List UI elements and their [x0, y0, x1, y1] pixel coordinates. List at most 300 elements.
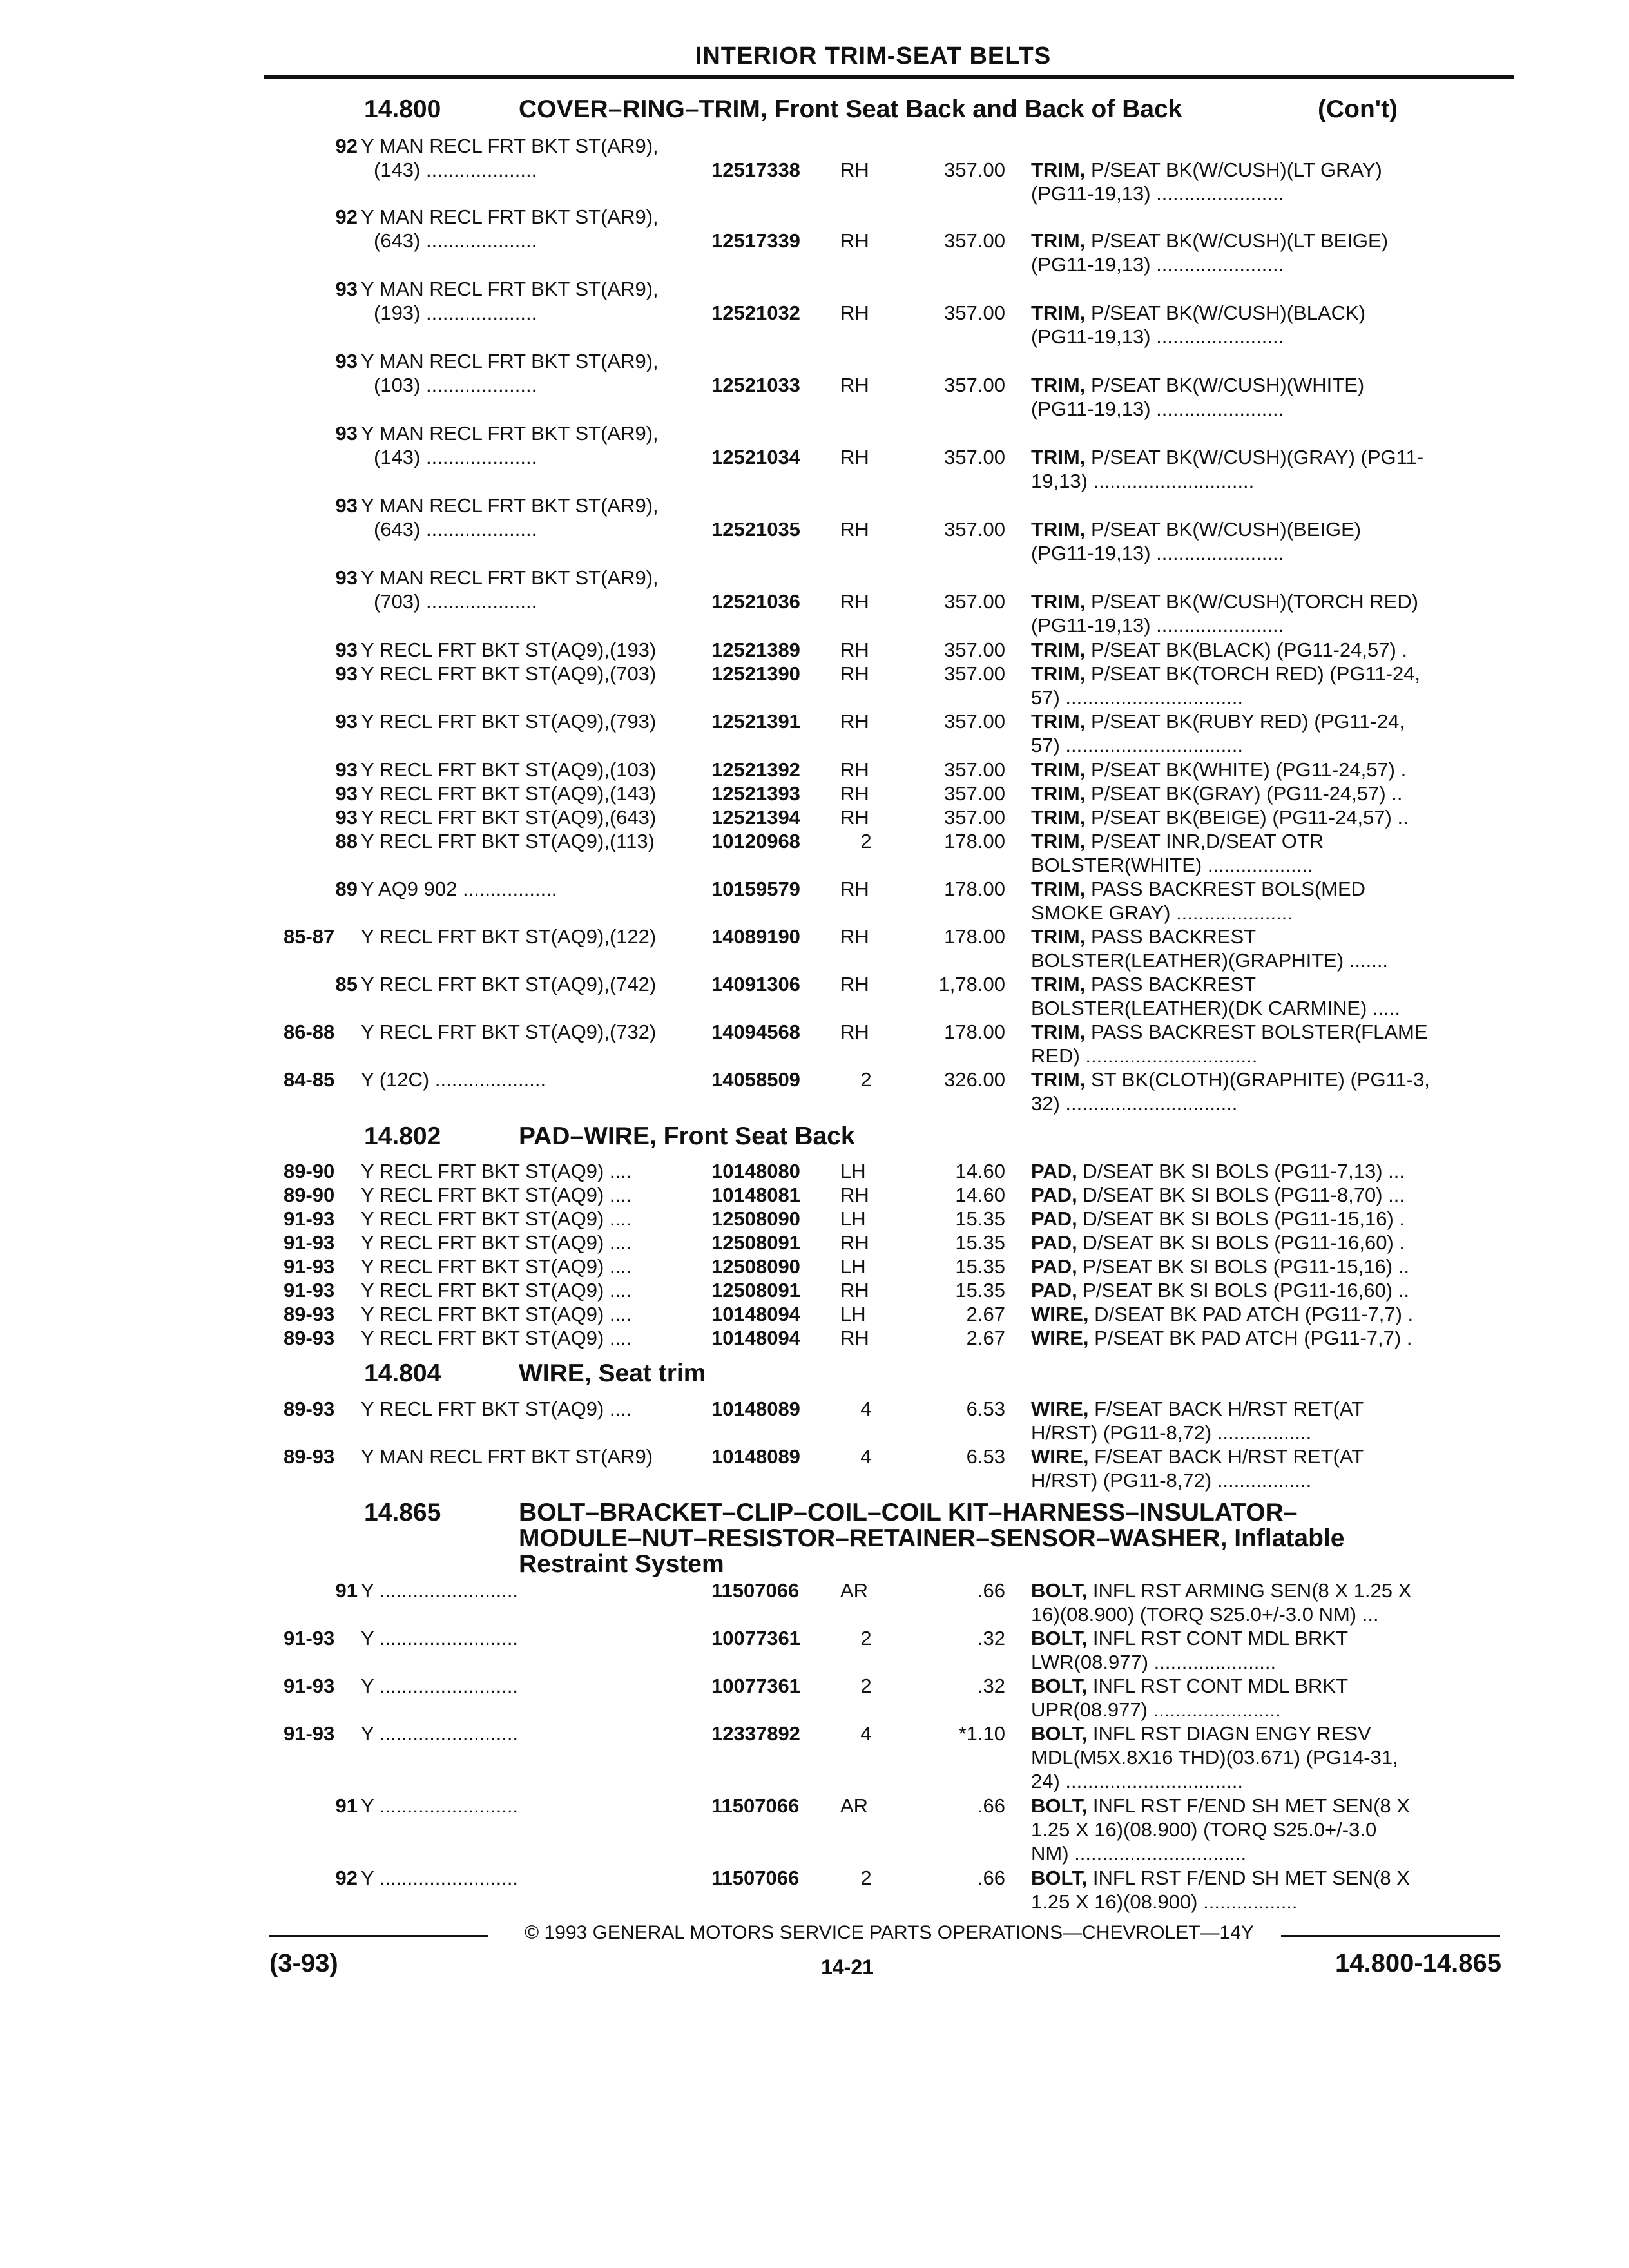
usage-description: [361, 709, 706, 733]
price: .66: [977, 1867, 1005, 1889]
quantity: RH: [840, 1279, 869, 1302]
part-description: [1031, 877, 1501, 925]
usage-description: [361, 1722, 706, 1745]
usage-description: [361, 638, 706, 662]
quantity: RH: [840, 973, 869, 995]
quantity: 2: [860, 1675, 872, 1697]
usage-description-line: Y RECL FRT BKT ST(AQ9),(113): [361, 830, 655, 852]
usage-description: [361, 1068, 706, 1091]
usage-description-line: Y RECL FRT BKT ST(AQ9) ....: [361, 1207, 632, 1230]
part-type: WIRE,: [1031, 1445, 1089, 1468]
part-number: 12521391: [711, 710, 800, 733]
quantity: 4: [860, 1445, 872, 1468]
part-detail: F/SEAT BACK H/RST RET(AT H/RST) (PG11-8,72) .................: [1031, 1445, 1364, 1492]
part-description: [1031, 1579, 1501, 1626]
part-type: TRIM,: [1031, 758, 1086, 781]
model-years: 91-93: [284, 1207, 335, 1230]
part-detail: D/SEAT BK PAD ATCH (PG11-7,7) .: [1088, 1303, 1414, 1325]
usage-description-line: Y .........................: [361, 1794, 519, 1817]
quantity: RH: [840, 374, 869, 396]
quantity: RH: [840, 518, 869, 541]
part-detail: P/SEAT BK(W/CUSH)(TORCH RED) (PG11-19,13) .......................: [1031, 590, 1419, 637]
usage-description-line: Y MAN RECL FRT BKT ST(AR9),: [361, 135, 659, 157]
quantity: RH: [840, 925, 869, 948]
part-type: TRIM,: [1031, 159, 1086, 181]
quantity: 2: [860, 1627, 872, 1649]
quantity: LH: [840, 1255, 866, 1278]
part-description: [1031, 1020, 1501, 1068]
usage-description: [361, 829, 706, 853]
usage-description: [361, 1302, 706, 1326]
model-years: 93: [335, 422, 358, 445]
usage-description: [361, 877, 706, 901]
part-number: 11507066: [711, 1794, 800, 1817]
usage-description-line: Y RECL FRT BKT ST(AQ9),(732): [361, 1021, 657, 1043]
price: 357.00: [944, 758, 1005, 781]
model-years: 91-93: [284, 1255, 335, 1278]
model-years: 88: [335, 830, 358, 852]
usage-description-line: Y RECL FRT BKT ST(AQ9) ....: [361, 1398, 632, 1420]
price: 15.35: [955, 1255, 1005, 1278]
part-description: [1031, 1397, 1501, 1445]
part-number: 12521390: [711, 662, 800, 685]
usage-description-line: Y RECL FRT BKT ST(AQ9) ....: [361, 1255, 632, 1278]
usage-description-line: (103) ....................: [374, 374, 537, 396]
quantity: RH: [840, 590, 869, 613]
model-years: 91-93: [284, 1627, 335, 1649]
model-years: 89-93: [284, 1445, 335, 1468]
usage-description: [361, 1794, 706, 1818]
model-years: 93: [335, 350, 358, 372]
part-type: TRIM,: [1031, 925, 1086, 948]
part-detail: ST BK(CLOTH)(GRAPHITE) (PG11-3, 32) ...............................: [1031, 1068, 1430, 1115]
price: .32: [977, 1627, 1005, 1649]
model-years: 93: [335, 758, 358, 781]
model-years: 91-93: [284, 1279, 335, 1302]
part-type: WIRE,: [1031, 1327, 1089, 1349]
part-description: [1031, 1445, 1501, 1492]
usage-description: [361, 205, 706, 253]
part-description: [1031, 373, 1501, 421]
usage-description: [361, 566, 706, 613]
model-years: 93: [335, 278, 358, 300]
quantity: RH: [840, 1184, 869, 1206]
part-type: TRIM,: [1031, 639, 1086, 661]
page-header-title: INTERIOR TRIM-SEAT BELTS: [695, 43, 1052, 70]
model-years: 92: [335, 135, 358, 157]
part-detail: P/SEAT BK PAD ATCH (PG11-7,7) .: [1088, 1327, 1412, 1349]
usage-description: [361, 349, 706, 397]
usage-description-line: (143) ....................: [374, 159, 537, 181]
part-number: 12508090: [711, 1207, 800, 1230]
usage-description-line: Y MAN RECL FRT BKT ST(AR9),: [361, 566, 659, 589]
part-description: [1031, 925, 1501, 972]
usage-description: [361, 782, 706, 805]
part-detail: INFL RST F/END SH MET SEN(8 X 1.25 X 16)(08.900) .................: [1031, 1867, 1410, 1913]
price: 357.00: [944, 518, 1005, 541]
part-detail: PASS BACKREST BOLSTER(LEATHER)(GRAPHITE) .......: [1031, 925, 1389, 972]
part-type: PAD,: [1031, 1231, 1077, 1254]
section-number: 14.800: [364, 95, 441, 123]
part-number: 10148080: [711, 1160, 800, 1182]
part-type: TRIM,: [1031, 518, 1086, 541]
part-description: [1031, 972, 1501, 1020]
part-description: [1031, 1794, 1501, 1865]
part-detail: D/SEAT BK SI BOLS (PG11-8,70) ...: [1077, 1184, 1405, 1206]
part-number: 11507066: [711, 1867, 800, 1889]
price: 357.00: [944, 302, 1005, 324]
usage-description-line: Y RECL FRT BKT ST(AQ9),(793): [361, 710, 657, 733]
quantity: 2: [860, 1867, 872, 1889]
part-type: TRIM,: [1031, 374, 1086, 396]
model-years: 91-93: [284, 1722, 335, 1745]
usage-description-line: Y RECL FRT BKT ST(AQ9),(742): [361, 973, 657, 995]
usage-description: [361, 1020, 706, 1044]
section-title: BOLT–BRACKET–CLIP–COIL–COIL KIT–HARNESS–INSULATOR– MODULE–NUT–RESISTOR–RETAINER–SENSOR–WASHER, Inflatable Restraint System: [519, 1499, 1345, 1578]
part-number: 10077361: [711, 1627, 800, 1649]
usage-description: [361, 1866, 706, 1890]
part-description: [1031, 158, 1501, 206]
part-type: BOLT,: [1031, 1627, 1088, 1649]
part-number: 12508091: [711, 1231, 800, 1254]
usage-description-line: Y MAN RECL FRT BKT ST(AR9),: [361, 278, 659, 300]
part-number: 10148081: [711, 1184, 800, 1206]
quantity: LH: [840, 1303, 866, 1325]
price: 2.67: [966, 1327, 1005, 1349]
usage-description: [361, 1159, 706, 1183]
usage-description-line: (643) ....................: [374, 229, 537, 252]
usage-description-line: Y .........................: [361, 1867, 519, 1889]
model-years: 93: [335, 782, 358, 805]
part-detail: INFL RST DIAGN ENGY RESV MDL(M5X.8X16 THD)(03.671) (PG14-31, 24) ................................: [1031, 1722, 1398, 1792]
part-detail: PASS BACKREST BOLS(MED SMOKE GRAY) .....................: [1031, 878, 1366, 924]
part-number: 12521033: [711, 374, 800, 396]
price: 178.00: [944, 1021, 1005, 1043]
price: *1.10: [958, 1722, 1005, 1745]
part-type: TRIM,: [1031, 782, 1086, 805]
quantity: 4: [860, 1398, 872, 1420]
section-number: 14.865: [364, 1499, 441, 1526]
part-detail: P/SEAT BK SI BOLS (PG11-15,16) ..: [1077, 1255, 1409, 1278]
usage-description-line: Y MAN RECL FRT BKT ST(AR9),: [361, 206, 659, 228]
part-detail: P/SEAT INR,D/SEAT OTR BOLSTER(WHITE) ...................: [1031, 830, 1324, 876]
price: 326.00: [944, 1068, 1005, 1091]
model-years: 93: [335, 639, 358, 661]
part-description: [1031, 590, 1501, 637]
part-number: 12508091: [711, 1279, 800, 1302]
price: .66: [977, 1579, 1005, 1602]
part-number: 10120968: [711, 830, 800, 852]
part-description: [1031, 1159, 1501, 1183]
price: 178.00: [944, 830, 1005, 852]
price: 178.00: [944, 878, 1005, 900]
usage-description-line: Y MAN RECL FRT BKT ST(AR9): [361, 1445, 653, 1468]
part-type: TRIM,: [1031, 229, 1086, 252]
model-years: 93: [335, 566, 358, 589]
part-description: [1031, 301, 1501, 349]
usage-description-line: Y RECL FRT BKT ST(AQ9),(703): [361, 662, 657, 685]
quantity: RH: [840, 878, 869, 900]
price: 357.00: [944, 446, 1005, 468]
part-description: [1031, 1722, 1501, 1793]
part-description: [1031, 1674, 1501, 1722]
usage-description-line: (143) ....................: [374, 446, 537, 468]
part-description: [1031, 1254, 1501, 1278]
part-number: 12521035: [711, 518, 800, 541]
part-detail: D/SEAT BK SI BOLS (PG11-15,16) .: [1077, 1207, 1405, 1230]
usage-description: [361, 1254, 706, 1278]
usage-description: [361, 1626, 706, 1650]
part-detail: D/SEAT BK SI BOLS (PG11-16,60) .: [1077, 1231, 1405, 1254]
part-detail: D/SEAT BK SI BOLS (PG11-7,13) ...: [1077, 1160, 1405, 1182]
quantity: LH: [840, 1207, 866, 1230]
section-continued: (Con't): [1318, 95, 1398, 123]
price: 1,78.00: [938, 973, 1005, 995]
part-detail: P/SEAT BK(W/CUSH)(BEIGE) (PG11-19,13) .......................: [1031, 518, 1362, 564]
part-description: [1031, 758, 1501, 782]
quantity: 2: [860, 830, 872, 852]
usage-description-line: Y RECL FRT BKT ST(AQ9) ....: [361, 1279, 632, 1302]
usage-description-line: Y MAN RECL FRT BKT ST(AR9),: [361, 494, 659, 517]
section-number: 14.802: [364, 1122, 441, 1150]
part-type: TRIM,: [1031, 446, 1086, 468]
usage-description: [361, 1397, 706, 1421]
part-detail: P/SEAT BK(BEIGE) (PG11-24,57) ..: [1085, 806, 1409, 829]
part-description: [1031, 517, 1501, 565]
part-type: BOLT,: [1031, 1722, 1088, 1745]
part-type: BOLT,: [1031, 1794, 1088, 1817]
part-type: TRIM,: [1031, 1068, 1086, 1091]
section-title: PAD–WIRE, Front Seat Back: [519, 1122, 855, 1150]
part-description: [1031, 782, 1501, 805]
model-years: 86-88: [284, 1021, 335, 1043]
price: 357.00: [944, 806, 1005, 829]
part-type: PAD,: [1031, 1279, 1077, 1302]
part-number: 12337892: [711, 1722, 800, 1745]
part-number: 12521392: [711, 758, 800, 781]
price: 15.35: [955, 1231, 1005, 1254]
footer-page-number: 14-21: [821, 1956, 874, 1979]
price: 357.00: [944, 782, 1005, 805]
quantity: AR: [840, 1579, 869, 1602]
usage-description-line: (643) ....................: [374, 518, 537, 541]
part-type: PAD,: [1031, 1160, 1077, 1182]
part-description: [1031, 1183, 1501, 1207]
part-number: 10148094: [711, 1303, 800, 1325]
price: 357.00: [944, 710, 1005, 733]
footer-date: (3-93): [269, 1949, 338, 1977]
usage-description-line: Y RECL FRT BKT ST(AQ9),(122): [361, 925, 657, 948]
part-detail: INFL RST F/END SH MET SEN(8 X 1.25 X 16)(08.900) (TORQ S25.0+/-3.0 NM) ...............................: [1031, 1794, 1410, 1865]
part-number: 12521032: [711, 302, 800, 324]
model-years: 89-90: [284, 1184, 335, 1206]
part-number: 10077361: [711, 1675, 800, 1697]
part-detail: P/SEAT BK(W/CUSH)(LT BEIGE) (PG11-19,13) .......................: [1031, 229, 1389, 276]
price: 14.60: [955, 1184, 1005, 1206]
model-years: 89-93: [284, 1327, 335, 1349]
part-description: [1031, 1207, 1501, 1231]
quantity: RH: [840, 229, 869, 252]
part-type: TRIM,: [1031, 806, 1086, 829]
usage-description-line: Y RECL FRT BKT ST(AQ9),(103): [361, 758, 657, 781]
part-type: PAD,: [1031, 1184, 1077, 1206]
model-years: 92: [335, 206, 358, 228]
section-number: 14.804: [364, 1360, 441, 1387]
quantity: RH: [840, 302, 869, 324]
part-detail: PASS BACKREST BOLSTER(FLAME RED) ...............................: [1031, 1021, 1428, 1067]
part-description: [1031, 1068, 1501, 1115]
part-number: 12521393: [711, 782, 800, 805]
price: 2.67: [966, 1303, 1005, 1325]
part-detail: F/SEAT BACK H/RST RET(AT H/RST) (PG11-8,72) .................: [1031, 1398, 1364, 1444]
price: .32: [977, 1675, 1005, 1697]
quantity: RH: [840, 758, 869, 781]
part-number: 11507066: [711, 1579, 800, 1602]
model-years: 91: [335, 1794, 358, 1817]
part-detail: P/SEAT BK(W/CUSH)(LT GRAY) (PG11-19,13) .......................: [1031, 159, 1382, 205]
part-detail: INFL RST CONT MDL BRKT LWR(08.977) ......................: [1031, 1627, 1349, 1673]
usage-description: [361, 972, 706, 996]
quantity: AR: [840, 1794, 869, 1817]
usage-description: [361, 805, 706, 829]
price: 6.53: [966, 1398, 1005, 1420]
part-type: TRIM,: [1031, 590, 1086, 613]
part-description: [1031, 1626, 1501, 1674]
part-number: 14094568: [711, 1021, 800, 1043]
usage-description-line: Y RECL FRT BKT ST(AQ9) ....: [361, 1160, 632, 1182]
model-years: 93: [335, 494, 358, 517]
usage-description-line: Y .........................: [361, 1675, 519, 1697]
quantity: LH: [840, 1160, 866, 1182]
part-type: BOLT,: [1031, 1867, 1088, 1889]
usage-description: [361, 494, 706, 541]
part-type: TRIM,: [1031, 662, 1086, 685]
price: 15.35: [955, 1279, 1005, 1302]
part-type: WIRE,: [1031, 1303, 1089, 1325]
footer-section-range: 14.800-14.865: [1335, 1949, 1501, 1977]
part-description: [1031, 1866, 1501, 1914]
price: 357.00: [944, 159, 1005, 181]
usage-description-line: (703) ....................: [374, 590, 537, 613]
part-type: TRIM,: [1031, 710, 1086, 733]
price: 357.00: [944, 374, 1005, 396]
usage-description-line: Y .........................: [361, 1627, 519, 1649]
part-number: 12521389: [711, 639, 800, 661]
part-detail: P/SEAT BK(GRAY) (PG11-24,57) ..: [1085, 782, 1403, 805]
quantity: RH: [840, 639, 869, 661]
model-years: 85-87: [284, 925, 335, 948]
usage-description: [361, 1326, 706, 1350]
price: 357.00: [944, 590, 1005, 613]
usage-description-line: Y MAN RECL FRT BKT ST(AR9),: [361, 422, 659, 445]
part-description: [1031, 229, 1501, 276]
part-type: BOLT,: [1031, 1579, 1088, 1602]
part-number: 12521394: [711, 806, 800, 829]
part-description: [1031, 829, 1501, 877]
usage-description: [361, 1445, 706, 1468]
part-description: [1031, 662, 1501, 709]
part-type: TRIM,: [1031, 973, 1086, 995]
quantity: RH: [840, 446, 869, 468]
quantity: RH: [840, 1021, 869, 1043]
part-detail: P/SEAT BK(RUBY RED) (PG11-24, 57) ................................: [1031, 710, 1405, 756]
part-type: PAD,: [1031, 1255, 1077, 1278]
part-detail: P/SEAT BK(W/CUSH)(WHITE) (PG11-19,13) .......................: [1031, 374, 1365, 420]
usage-description: [361, 277, 706, 325]
usage-description-line: (193) ....................: [374, 302, 537, 324]
part-number: 10148089: [711, 1445, 800, 1468]
model-years: 93: [335, 806, 358, 829]
usage-description-line: Y RECL FRT BKT ST(AQ9) ....: [361, 1303, 632, 1325]
usage-description-line: Y .........................: [361, 1579, 519, 1602]
model-years: 85: [335, 973, 358, 995]
model-years: 89-93: [284, 1303, 335, 1325]
part-number: 14091306: [711, 973, 800, 995]
part-detail: PASS BACKREST BOLSTER(LEATHER)(DK CARMINE) .....: [1031, 973, 1400, 1019]
quantity: 4: [860, 1722, 872, 1745]
usage-description-line: Y RECL FRT BKT ST(AQ9) ....: [361, 1231, 632, 1254]
usage-description-line: Y RECL FRT BKT ST(AQ9) ....: [361, 1184, 632, 1206]
part-type: TRIM,: [1031, 302, 1086, 324]
quantity: RH: [840, 782, 869, 805]
part-description: [1031, 1302, 1501, 1326]
quantity: RH: [840, 806, 869, 829]
part-description: [1031, 1278, 1501, 1302]
part-type: PAD,: [1031, 1207, 1077, 1230]
part-number: 12521034: [711, 446, 800, 468]
price: 6.53: [966, 1445, 1005, 1468]
part-detail: P/SEAT BK(W/CUSH)(GRAY) (PG11- 19,13) .............................: [1031, 446, 1424, 492]
part-number: 14058509: [711, 1068, 800, 1091]
footer-copyright: © 1993 GENERAL MOTORS SERVICE PARTS OPERATIONS—CHEVROLET—14Y: [525, 1922, 1254, 1943]
price: .66: [977, 1794, 1005, 1817]
part-type: TRIM,: [1031, 1021, 1086, 1043]
usage-description: [361, 1579, 706, 1602]
part-type: WIRE,: [1031, 1398, 1089, 1420]
usage-description-line: Y RECL FRT BKT ST(AQ9),(193): [361, 639, 657, 661]
part-description: [1031, 805, 1501, 829]
part-number: 12521036: [711, 590, 800, 613]
usage-description: [361, 662, 706, 686]
usage-description: [361, 134, 706, 182]
quantity: RH: [840, 159, 869, 181]
part-type: TRIM,: [1031, 878, 1086, 900]
usage-description-line: Y RECL FRT BKT ST(AQ9) ....: [361, 1327, 632, 1349]
model-years: 92: [335, 1867, 358, 1889]
part-number: 12517338: [711, 159, 800, 181]
part-number: 14089190: [711, 925, 800, 948]
usage-description-line: Y AQ9 902 .................: [361, 878, 557, 900]
part-number: 10148094: [711, 1327, 800, 1349]
model-years: 91-93: [284, 1231, 335, 1254]
model-years: 89-93: [284, 1398, 335, 1420]
part-detail: P/SEAT BK(WHITE) (PG11-24,57) .: [1085, 758, 1407, 781]
usage-description: [361, 925, 706, 948]
part-number: 12517339: [711, 229, 800, 252]
part-description: [1031, 1231, 1501, 1254]
usage-description: [361, 758, 706, 782]
part-detail: P/SEAT BK SI BOLS (PG11-16,60) ..: [1077, 1279, 1409, 1302]
part-detail: P/SEAT BK(BLACK) (PG11-24,57) .: [1085, 639, 1408, 661]
usage-description-line: Y RECL FRT BKT ST(AQ9),(143): [361, 782, 657, 805]
footer-rule-right: [1281, 1935, 1500, 1937]
price: 15.35: [955, 1207, 1005, 1230]
header-rule: [264, 75, 1514, 79]
model-years: 91-93: [284, 1675, 335, 1697]
usage-description: [361, 1231, 706, 1254]
price: 14.60: [955, 1160, 1005, 1182]
part-description: [1031, 638, 1501, 662]
